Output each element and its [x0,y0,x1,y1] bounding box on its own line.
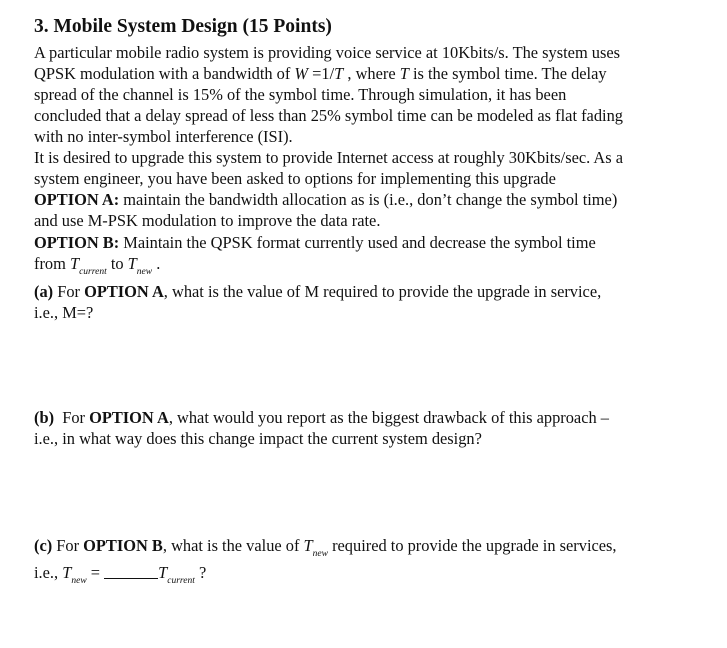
question-b-line-1: (b) For OPTION A, what would you report as the biggest drawback of this approach – [34,408,609,427]
question-a-line-1: (a) For OPTION A, what is the value of M required to provide the upgrade in service, [34,282,602,301]
question-c-line-2: i.e., $T_{new} = T_{current}$ ? [34,563,207,586]
question-b-line-2: i.e., in what way does this change impact the current system design? [34,429,482,448]
question-c-line-1: (c) For OPTION B, what is the value of $T_{new}$ required to provide the upgrade in services, [34,536,617,559]
intro-line-7: system engineer, you have been asked to options for implementing this upgrade [34,169,556,188]
intro-line-3: spread of the channel is 15% of the symbol time. Through simulation, it has been [34,85,567,104]
question-a-line-2: i.e., M=? [34,303,94,322]
option-a-line-2: and use M-PSK modulation to improve the data rate. [34,211,381,230]
option-b-line-2: from $T_{current}$ to $T_{new}$ . [34,254,161,277]
intro-line-1: A particular mobile radio system is providing voice service at 10Kbits/s. The system uses [34,43,621,62]
intro-line-4: concluded that a delay spread of less than 25% symbol time can be modeled as flat fading [34,106,623,125]
intro-line-5: with no inter-symbol interference (ISI). [34,127,293,146]
intro-line-6: It is desired to upgrade this system to provide Internet access at roughly 30Kbits/sec. As a [34,148,624,167]
problem-title: 3. Mobile System Design (15 Points) [34,16,332,37]
option-b-line-1: OPTION B: Maintain the QPSK format currently used and decrease the symbol time [34,233,596,252]
intro-line-2: QPSK modulation with a bandwidth of W =1/T , where T is the symbol time. The delay [34,64,607,83]
answer-blank[interactable] [104,566,158,579]
option-a-line-1: OPTION A: maintain the bandwidth allocation as is (i.e., don’t change the symbol time) [34,190,618,209]
